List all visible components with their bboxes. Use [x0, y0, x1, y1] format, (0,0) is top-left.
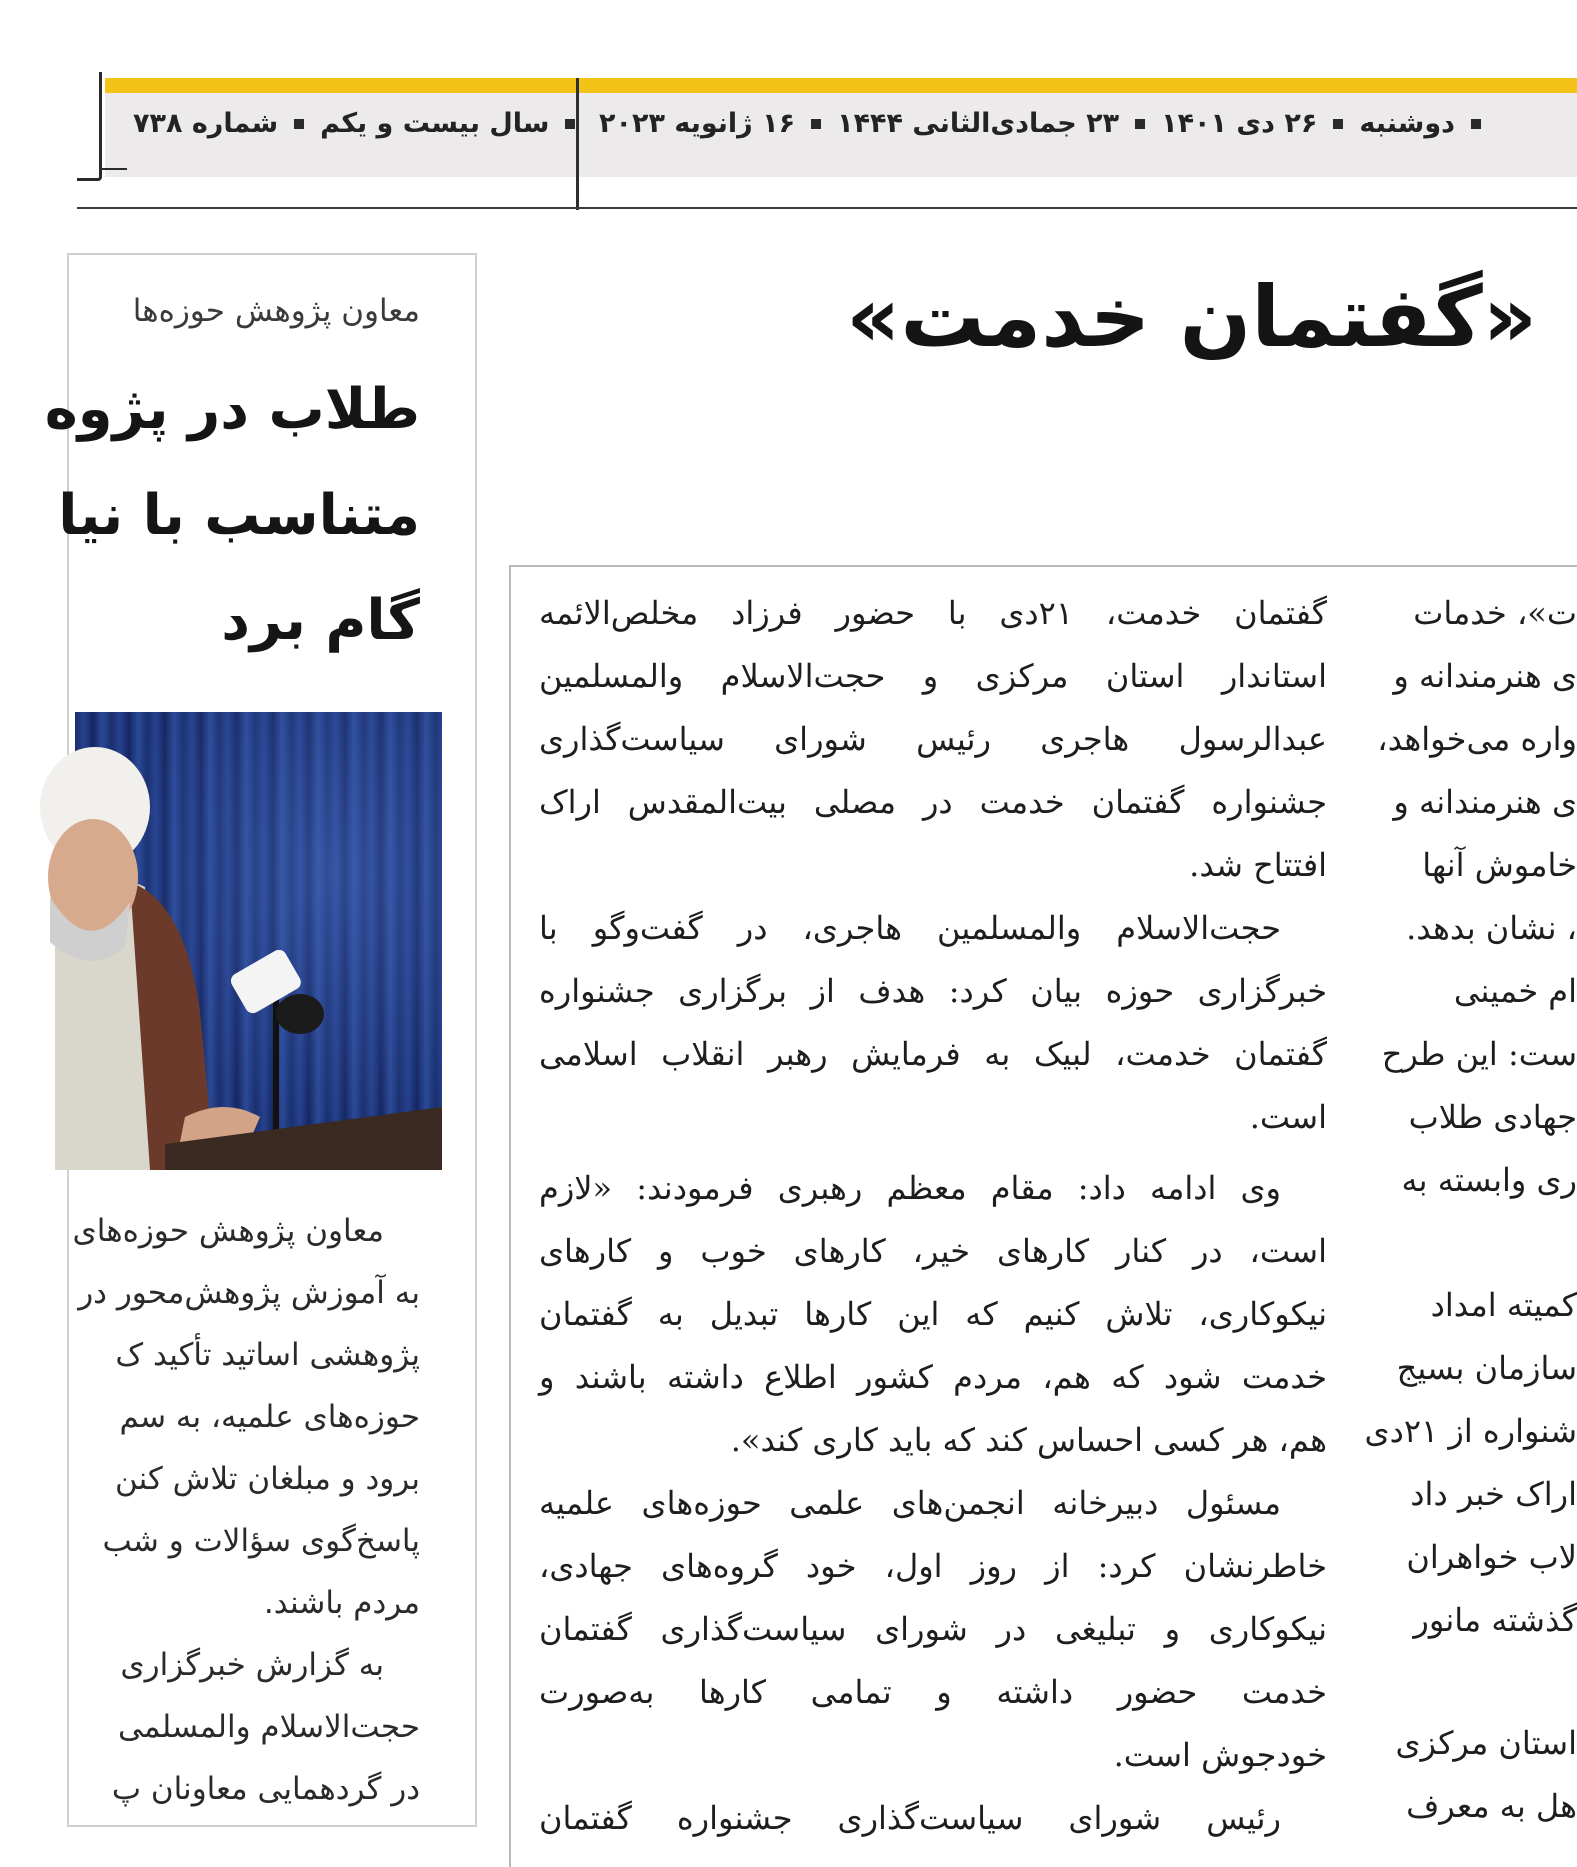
sidebar-body-line: مردم باشند. — [263, 1585, 420, 1621]
masthead-bottom-rule — [77, 207, 1577, 209]
article-line: استان مرکزی — [1395, 1724, 1577, 1762]
article-line: ی هنرمندانه و — [1393, 657, 1577, 695]
sidebar-body-line: پژوهشی اساتید تأکید ک — [115, 1337, 420, 1373]
microphone-head — [276, 994, 324, 1034]
article-line: حجت‌الاسلام والمسلمین هاجری، در گفت‌وگو با — [539, 909, 1281, 947]
sidebar-body-line: معاون پژوهش حوزه‌های — [72, 1213, 384, 1249]
article-line: گفتمان خدمت، لبیک به فرمایش رهبر انقلاب اسلامی — [539, 1035, 1327, 1073]
bullet-icon — [294, 119, 304, 129]
article-line: لاب خواهران — [1406, 1538, 1577, 1576]
bullet-icon — [1135, 119, 1145, 129]
article-line: هم، هر کسی احساس کند که باید کاری کند». — [730, 1421, 1327, 1459]
cleric-photo — [75, 712, 442, 1170]
article-line: رئیس شورای سیاست‌گذاری جشنواره گفتمان — [539, 1799, 1281, 1837]
sidebar-headline-line: گام برد — [221, 588, 420, 653]
sidebar-headline-line: طلاب در پژوه — [44, 377, 420, 442]
article-line: واره می‌خواهد، — [1377, 720, 1577, 758]
masthead-yellow-bar — [105, 78, 1577, 93]
sidebar-body-line: پاسخ‌گوی سؤالات و شب — [102, 1523, 420, 1559]
lunar-date: ۲۳ جمادی‌الثانی ۱۴۴۴ — [837, 108, 1120, 139]
article-line: نیکوکاری، تلاش کنیم که این کارها تبدیل به گفتمان — [539, 1295, 1327, 1333]
article-line: جشنواره گفتمان خدمت در مصلی بیت‌المقدس اراک — [539, 783, 1327, 821]
logo-fragment-tick — [99, 168, 127, 170]
sidebar-headline-line: متناسب با نیا — [58, 483, 420, 548]
masthead-divider — [576, 78, 579, 210]
sidebar-kicker: معاون پژوهش حوزه‌ها — [132, 293, 420, 329]
article-line: افتتاح شد. — [1189, 846, 1327, 884]
article-line: است، در کنار کارهای خیر، کارهای خوب و کارهای — [539, 1232, 1327, 1270]
article-line: شنواره از ۲۱دی — [1364, 1412, 1577, 1450]
logo-fragment — [77, 72, 102, 181]
article-line: ری وابسته به — [1401, 1161, 1577, 1199]
article-line: جهادی طلاب — [1408, 1098, 1577, 1136]
sidebar-body-line: در گردهمایی معاونان پ — [111, 1771, 420, 1807]
sidebar-body-line: برود و مبلغان تلاش کنن — [115, 1461, 420, 1497]
sidebar-body-line: به آموزش پژوهش‌محور در — [78, 1275, 420, 1311]
article-line: کمیته امداد — [1430, 1286, 1577, 1324]
article-line: خدمت شود که هم، مردم کشور اطلاع داشته باشند و — [539, 1358, 1327, 1396]
main-headline: «گفتمان خدمت» — [846, 268, 1537, 366]
article-line: خاموش آنها — [1422, 846, 1577, 884]
article-line: مسئول دبیرخانه انجمن‌های علمی حوزه‌های علمیه — [539, 1484, 1281, 1522]
bullet-icon — [1333, 119, 1343, 129]
cleric-illustration — [75, 712, 442, 1170]
publication-year: سال بیست و یکم — [320, 108, 550, 139]
article-line: خودجوش است. — [1113, 1736, 1327, 1774]
issue-date-line — [599, 108, 1481, 139]
issue-number-line — [133, 108, 575, 139]
article-line: خدمت حضور داشته و تمامی کارها به‌صورت — [539, 1673, 1327, 1711]
article-line: عبدالرسول هاجری رئیس شورای سیاست‌گذاری — [539, 720, 1327, 758]
sidebar-body-line: حجت‌الاسلام والمسلمی — [117, 1709, 420, 1745]
sidebar-body — [0, 1200, 420, 1820]
newspaper-page — [44, 0, 1577, 1837]
article-line: ست: این طرح — [1381, 1035, 1577, 1073]
bullet-icon — [565, 119, 575, 129]
article-line: ، نشان بدهد. — [1406, 909, 1577, 947]
sidebar-body-line: حوزه‌های علمیه، به سم — [119, 1399, 420, 1435]
article-line: خاطرنشان کرد: از روز اول، خود گروه‌های جهادی، — [539, 1547, 1327, 1585]
article-line: ت»، خدمات — [1413, 594, 1577, 632]
article-line: خبرگزاری حوزه بیان کرد: هدف از برگزاری جشنواره — [539, 972, 1327, 1010]
bullet-icon — [1471, 119, 1481, 129]
article-line: گذشته مانور — [1413, 1601, 1577, 1639]
article-line: وی ادامه داد: مقام معظم رهبری فرمودند: «لازم — [539, 1169, 1281, 1207]
article-line: ام خمینی — [1453, 972, 1577, 1010]
gregorian-date: ۱۶ ژانویه ۲۰۲۳ — [599, 108, 796, 139]
article-right-column — [1364, 582, 1577, 1838]
weekday: دوشنبه — [1359, 108, 1455, 139]
article-line: گفتمان خدمت، ۲۱دی با حضور فرزاد مخلص‌الائمه — [539, 594, 1327, 632]
article-center-column — [539, 582, 1327, 1850]
article-line: هل به معرف — [1406, 1787, 1577, 1825]
bullet-icon — [811, 119, 821, 129]
article-line: است. — [1249, 1098, 1327, 1136]
issue-number: شماره ۷۳۸ — [133, 108, 279, 139]
article-line: اراک خبر داد — [1410, 1475, 1577, 1513]
article-line: نیکوکاری و تبلیغی در شورای سیاست‌گذاری گفتمان — [539, 1610, 1327, 1648]
article-line: ی هنرمندانه و — [1393, 783, 1577, 821]
sidebar-article — [44, 255, 442, 1807]
sidebar-body-line: به گزارش خبرگزاری — [120, 1647, 384, 1683]
article-line: سازمان بسیج — [1396, 1349, 1577, 1387]
article-line: استاندار استان مرکزی و حجت‌الاسلام والمسلمین — [539, 657, 1327, 695]
solar-date: ۲۶ دی ۱۴۰۱ — [1161, 108, 1318, 139]
